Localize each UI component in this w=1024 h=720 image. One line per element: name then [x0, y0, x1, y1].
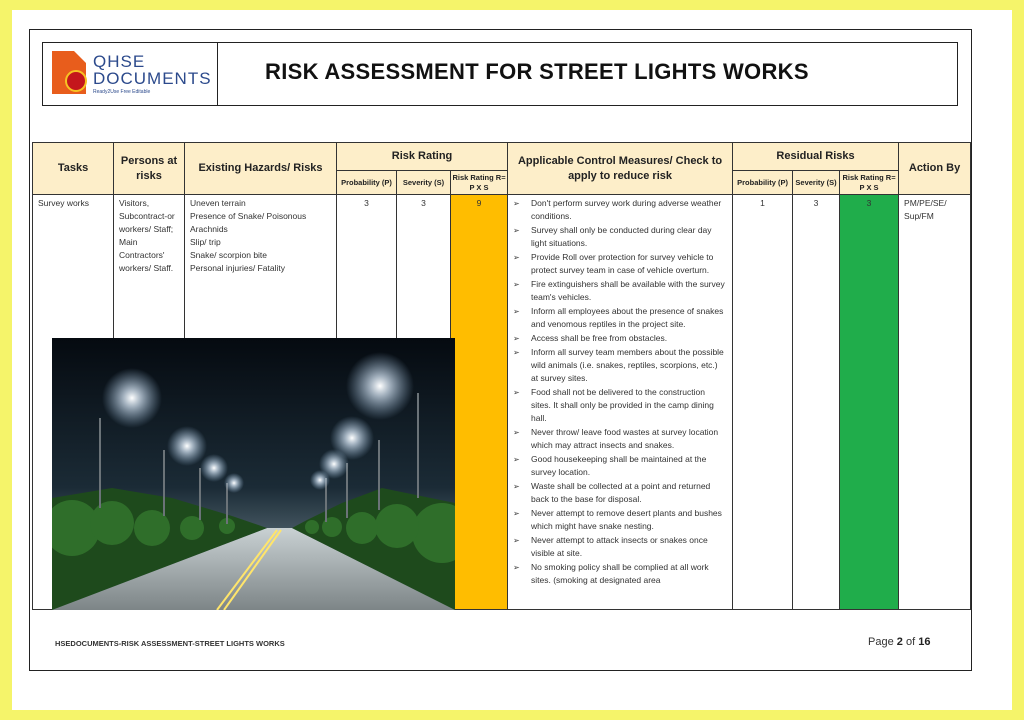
control-measure-text: Don't perform survey work during adverse weather conditions.: [531, 198, 722, 221]
control-measure-text: Waste shall be collected at a point and returned back to the base for disposal.: [531, 481, 711, 504]
control-measure-item: [513, 305, 727, 331]
header-residual-risks: Residual Risks: [733, 143, 899, 171]
control-measure-text: Survey shall only be conducted during clear day light situations.: [531, 225, 712, 248]
control-measure-item: [513, 480, 727, 506]
control-measure-text: Food shall not be delivered to the construction sites. It shall only be provided in the camp dining hall.: [531, 387, 714, 423]
control-measure-text: Inform all employees about the presence of snakes and venomous reptiles in the project site.: [531, 306, 724, 329]
hazard-item: Presence of Snake/ Poisonous Arachnids: [190, 211, 307, 234]
arrow-bullet-icon: ➢: [513, 428, 520, 437]
control-measure-text: Never attempt to attack insects or snakes once visible at site.: [531, 535, 708, 558]
control-measure-item: [513, 224, 727, 250]
control-measure-item: [513, 332, 727, 345]
street-lights-photo: [52, 338, 455, 610]
header-res-severity: Severity (S): [793, 171, 840, 195]
cell-probability: 3: [337, 195, 397, 610]
cell-action-by: PM/PE/SE/ Sup/FM: [899, 195, 971, 610]
cell-res-severity: 3: [793, 195, 840, 610]
company-logo: [43, 43, 218, 105]
cell-res-rating: 3: [840, 195, 899, 610]
cell-control-measures: [508, 195, 733, 610]
control-measure-item: [513, 507, 727, 533]
hazard-item: Personal injuries/ Fatality: [190, 263, 285, 273]
arrow-bullet-icon: ➢: [513, 226, 520, 235]
arrow-bullet-icon: ➢: [513, 307, 520, 316]
arrow-bullet-icon: ➢: [513, 455, 520, 464]
cell-task: Survey works: [33, 195, 114, 610]
arrow-bullet-icon: ➢: [513, 563, 520, 572]
page-total: 16: [918, 636, 931, 648]
header-risk-rating: Risk Rating: [337, 143, 508, 171]
control-measure-item: [513, 534, 727, 560]
control-measure-item: [513, 426, 727, 452]
control-measure-text: Inform all survey team members about the possible wild animals (i.e. snakes, reptiles, scorpions, etc.) at survey sites.: [531, 347, 724, 383]
control-measure-text: Never attempt to remove desert plants and bushes which might have snake nesting.: [531, 508, 722, 531]
cell-severity: 3: [397, 195, 451, 610]
footer-document-id: HSEDOCUMENTS-RISK ASSESSMENT-STREET LIGHTS WORKS: [55, 639, 285, 648]
arrow-bullet-icon: ➢: [513, 348, 520, 357]
page-number: [868, 636, 930, 648]
arrow-bullet-icon: ➢: [513, 536, 520, 545]
control-measure-text: Access shall be free from obstacles.: [531, 333, 668, 343]
cell-risk-rating: 9: [451, 195, 508, 610]
control-measure-text: Good housekeeping shall be maintained at the survey location.: [531, 454, 707, 477]
control-measure-item: [513, 251, 727, 277]
control-measure-item: [513, 561, 727, 587]
header-control-measures: Applicable Control Measures/ Check to apply to reduce risk: [508, 143, 733, 195]
control-measure-item: [513, 346, 727, 385]
header-rating: Risk Rating R= P X S: [451, 171, 508, 195]
control-measure-item: [513, 386, 727, 425]
control-measure-item: [513, 278, 727, 304]
page-of: of: [905, 636, 916, 648]
control-measure-text: No smoking policy shall be complied at all work sites. (smoking at designated area: [531, 562, 709, 585]
document-title: RISK ASSESSMENT FOR STREET LIGHTS WORKS: [265, 59, 809, 84]
header-hazards: Existing Hazards/ Risks: [185, 143, 337, 195]
control-measure-item: [513, 453, 727, 479]
arrow-bullet-icon: ➢: [513, 482, 520, 491]
arrow-bullet-icon: ➢: [513, 253, 520, 262]
header-persons: Persons at risks: [114, 143, 185, 195]
arrow-bullet-icon: ➢: [513, 280, 520, 289]
header-res-probability: Probability (P): [733, 171, 793, 195]
logo-text-line2: DOCUMENTS: [93, 69, 212, 88]
logo-text-line1: QHSE: [93, 52, 146, 71]
logo-tagline: Ready2Use Free Editable: [93, 89, 151, 95]
hazard-item: Slip/ trip: [190, 237, 221, 247]
document-header: [42, 42, 958, 106]
header-res-rating: Risk Rating R= P X S: [840, 171, 899, 195]
control-measure-text: Never throw/ leave food wastes at survey location which may attract insects and snakes.: [531, 427, 719, 450]
header-probability: Probability (P): [337, 171, 397, 195]
arrow-bullet-icon: ➢: [513, 388, 520, 397]
arrow-bullet-icon: ➢: [513, 334, 520, 343]
table-header-row: [33, 143, 971, 171]
header-severity: Severity (S): [397, 171, 451, 195]
control-measures-list: [513, 197, 727, 587]
cell-res-probability: 1: [733, 195, 793, 610]
control-measure-text: Fire extinguishers shall be available with the survey team's vehicles.: [531, 279, 725, 302]
logo-emblem-icon: [65, 70, 87, 92]
arrow-bullet-icon: ➢: [513, 199, 520, 208]
hazard-item: Snake/ scorpion bite: [190, 250, 268, 260]
header-tasks: Tasks: [33, 143, 114, 195]
control-measure-text: Provide Roll over protection for survey vehicle to protect survey team in case of vehicle overturn.: [531, 252, 714, 275]
page-current: 2: [896, 636, 903, 648]
page-word: Page: [868, 636, 894, 648]
header-action-by: Action By: [899, 143, 971, 195]
arrow-bullet-icon: ➢: [513, 509, 520, 518]
control-measure-item: [513, 197, 727, 223]
hazard-item: Uneven terrain: [190, 198, 246, 208]
cell-persons: Visitors, Subcontract-or workers/ Staff; Main Contractors' workers/ Staff.: [114, 195, 185, 610]
